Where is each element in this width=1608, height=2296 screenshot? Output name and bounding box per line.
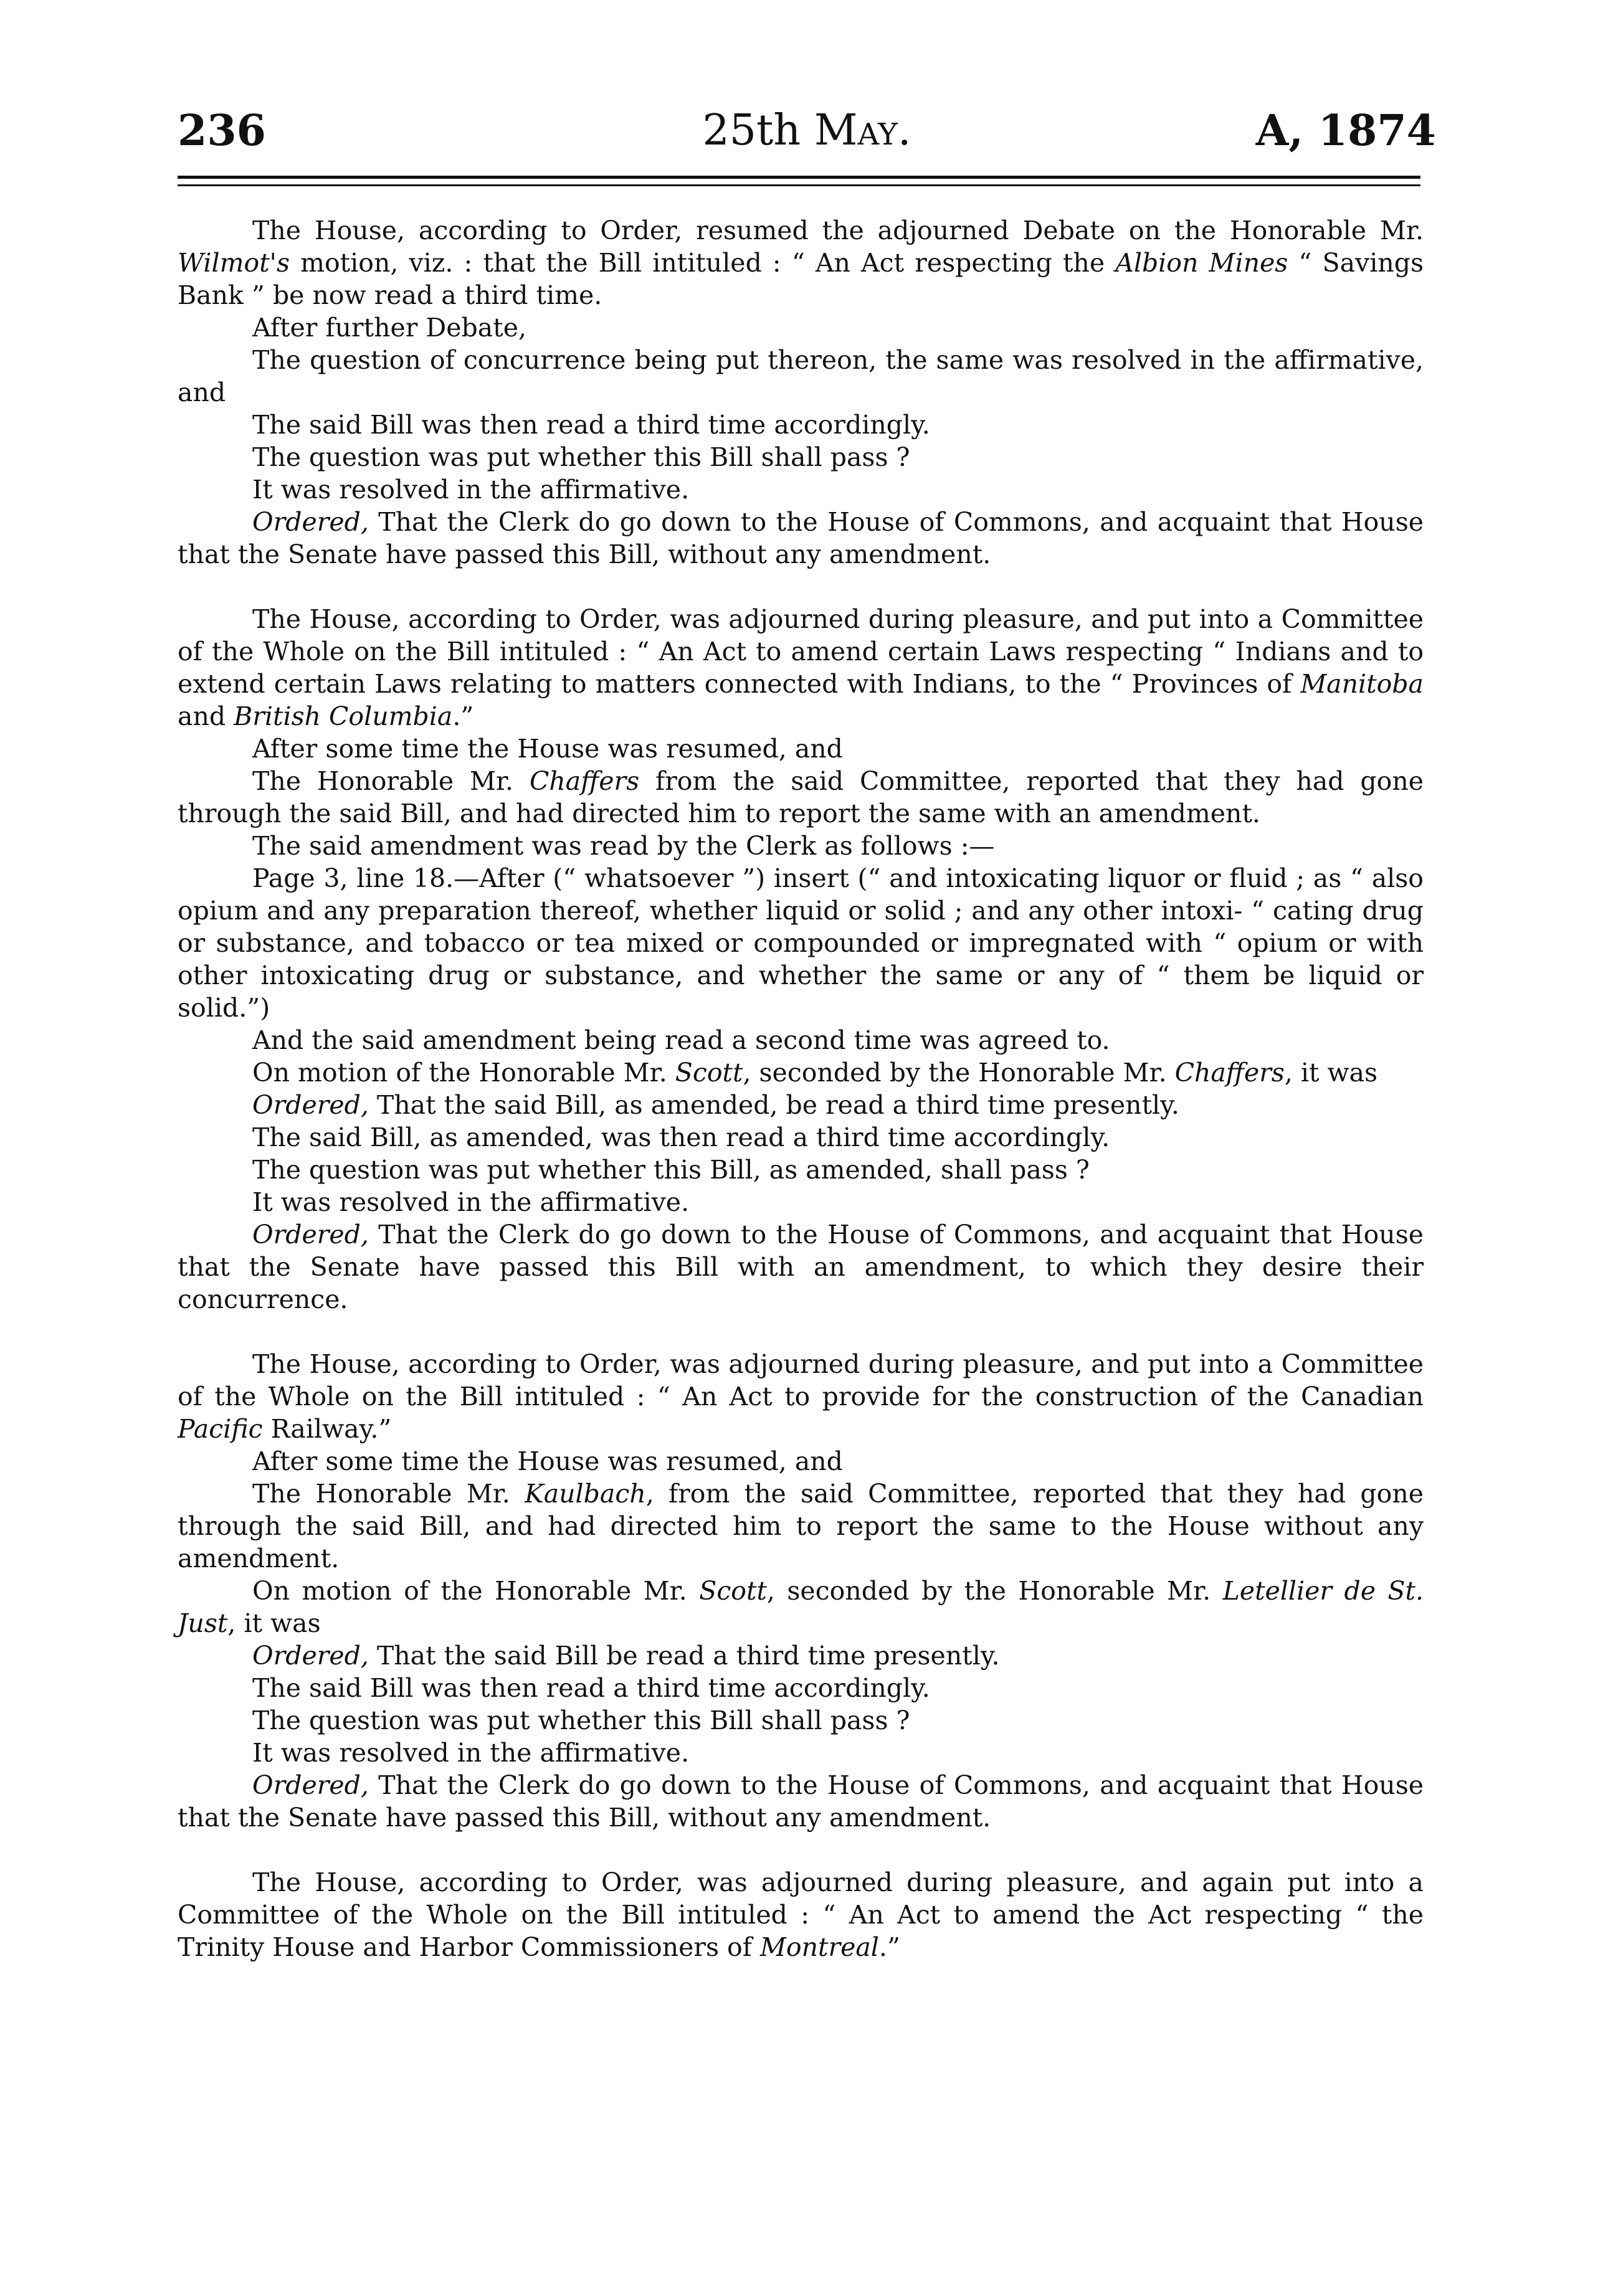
text-run: After some time the House was resumed, and (252, 1446, 843, 1476)
proceeding-paragraph (178, 1056, 1424, 1089)
italic-text: Scott (675, 1058, 743, 1088)
text-run: The said Bill was then read a third time accordingly. (252, 410, 930, 440)
text-run: The House, according to Order, was adjourned during pleasure, and put into a Committee of the Whole on the Bill intituled : “ An Act to amend certain Laws respecting “ Indians and to extend certain Laws relating to matters connected with Indians, to the “ Provinces of (178, 604, 1424, 699)
proceeding-paragraph (178, 733, 1424, 765)
text-run: The House, according to Order, was adjourned during pleasure, and put into a Committee of the Whole on the Bill intituled : “ An Act to provide for the construction of the Canadian (178, 1349, 1424, 1411)
header-rule-thick (178, 176, 1420, 179)
proceeding-paragraph (178, 1478, 1424, 1575)
text-run: , it was (227, 1608, 321, 1638)
text-run: .” (452, 701, 474, 731)
proceeding-paragraph (178, 603, 1424, 733)
proceeding-section (178, 1348, 1424, 1834)
text-run: It was resolved in the affirmative. (252, 475, 690, 505)
italic-text: Kaulbach (525, 1479, 646, 1509)
text-run: The question of concurrence being put thereon, the same was resolved in the affirmative, and (178, 345, 1424, 407)
proceeding-paragraph (178, 765, 1424, 830)
text-run: Page 3, line 18.—After (“ whatsoever ”) insert (“ and intoxicating liquor or fluid ; as “ also opium and any preparation thereof, whether liquid or solid ; and any other intoxi- “ cating drug or substance, and tobacco or tea mixed or compounded or impregnated with “ opium or with other intoxicating drug or substance, and whether the same or any of “ them be liquid or solid.”) (178, 863, 1424, 1023)
text-run: , seconded by the Honorable Mr. (743, 1058, 1175, 1088)
italic-text: Manitoba (1300, 669, 1424, 699)
italic-text: Wilmot's (178, 248, 290, 278)
text-run: It was resolved in the affirmative. (252, 1187, 690, 1217)
italic-text: Ordered, (252, 1770, 369, 1800)
text-run: That the Clerk do go down to the House of Commons, and acquaint that House that the Senate have passed this Bill, without any amendment. (178, 507, 1424, 569)
header-rule-thin (178, 184, 1420, 186)
text-run: After further Debate, (252, 313, 526, 343)
proceeding-paragraph (178, 409, 1424, 441)
proceeding-paragraph (178, 344, 1424, 409)
italic-text: British Columbia (234, 701, 453, 731)
proceeding-paragraph (178, 1672, 1424, 1704)
page-number: 236 (178, 106, 266, 156)
italic-text: Chaffers (1174, 1058, 1285, 1088)
journal-content (178, 198, 1424, 1963)
italic-text: Ordered, (252, 1641, 369, 1671)
text-run: from the said Committee, reported that they had gone through the said Bill, and had directed him to report the same with an amendment. (178, 766, 1424, 828)
text-run: The said amendment was read by the Clerk as follows :— (252, 831, 995, 861)
italic-text: Albion Mines (1115, 248, 1288, 278)
text-run: “ Savings Bank ” be now read a third time. (178, 248, 1424, 310)
text-run: On motion of the Honorable Mr. (252, 1058, 675, 1088)
text-run: And the said amendment being read a second time was agreed to. (252, 1025, 1110, 1055)
proceeding-paragraph (178, 1737, 1424, 1769)
text-run: Railway.” (262, 1414, 392, 1444)
proceeding-paragraph (178, 1704, 1424, 1737)
text-run: That the said Bill be read a third time presently. (368, 1641, 1000, 1671)
text-run: and (178, 701, 234, 731)
proceeding-paragraph (178, 1089, 1424, 1121)
proceeding-paragraph (178, 214, 1424, 311)
proceeding-paragraph (178, 473, 1424, 506)
page-date (178, 106, 1436, 155)
text-run: The House, according to Order, resumed the adjourned Debate on the Honorable Mr. (252, 216, 1424, 245)
italic-text: Chaffers (529, 766, 640, 796)
proceeding-paragraph (178, 1154, 1424, 1186)
italic-text: Montreal (759, 1932, 879, 1962)
proceeding-paragraph (178, 506, 1424, 571)
italic-text: Ordered, (252, 1090, 369, 1120)
text-run: The Honorable Mr. (252, 766, 530, 796)
page-header (178, 106, 1436, 174)
text-run: After some time the House was resumed, and (252, 734, 843, 764)
text-run: The Honorable Mr. (252, 1479, 525, 1509)
italic-text: Pacific (178, 1414, 263, 1444)
proceeding-section (178, 1866, 1424, 1963)
text-run: .” (878, 1932, 900, 1962)
italic-text: Ordered, (252, 507, 369, 537)
text-run: , from the said Committee, reported that they had gone through the said Bill, and had directed him to report the same to the House without any amendment. (178, 1479, 1424, 1573)
text-run: That the said Bill, as amended, be read a third time presently. (368, 1090, 1179, 1120)
proceeding-paragraph (178, 1866, 1424, 1963)
proceeding-paragraph (178, 441, 1424, 473)
text-run: The question was put whether this Bill shall pass ? (252, 1705, 910, 1735)
proceeding-paragraph (178, 1186, 1424, 1218)
proceeding-paragraph (178, 1348, 1424, 1445)
text-run: motion, viz. : that the Bill intituled : “ An Act respecting the (290, 248, 1116, 278)
text-run: The question was put whether this Bill shall pass ? (252, 442, 910, 472)
text-run: It was resolved in the affirmative. (252, 1738, 690, 1768)
text-run: That the Clerk do go down to the House of Commons, and acquaint that House that the Senate have passed this Bill with an amendment, to which they desire their concurrence. (178, 1220, 1424, 1314)
proceeding-paragraph (178, 1769, 1424, 1834)
text-run: The said Bill, as amended, was then read a third time accordingly. (252, 1122, 1110, 1152)
date-month: May. (814, 106, 911, 155)
proceeding-section (178, 603, 1424, 1316)
proceeding-section (178, 214, 1424, 571)
text-run: , seconded by the Honorable Mr. (766, 1576, 1223, 1606)
proceeding-paragraph (178, 1445, 1424, 1478)
proceeding-paragraph (178, 1639, 1424, 1672)
proceeding-paragraph (178, 1121, 1424, 1154)
proceeding-paragraph (178, 1218, 1424, 1316)
proceeding-paragraph (178, 1024, 1424, 1056)
proceeding-paragraph (178, 830, 1424, 862)
text-run: , it was (1284, 1058, 1378, 1088)
text-run: On motion of the Honorable Mr. (252, 1576, 700, 1606)
proceeding-paragraph (178, 311, 1424, 344)
text-run: That the Clerk do go down to the House of Commons, and acquaint that House that the Senate have passed this Bill, without any amendment. (178, 1770, 1424, 1833)
page-year: A, 1874 (1255, 106, 1436, 156)
text-run: The said Bill was then read a third time accordingly. (252, 1673, 930, 1703)
italic-text: Scott (699, 1576, 767, 1606)
date-day: 25th (702, 106, 801, 155)
italic-text: Letellier de St. Just (178, 1576, 1424, 1638)
italic-text: Ordered, (252, 1220, 369, 1250)
proceeding-paragraph (178, 1575, 1424, 1639)
proceeding-paragraph (178, 862, 1424, 1024)
text-run: The House, according to Order, was adjourned during pleasure, and again put into a Committee of the Whole on the Bill intituled : “ An Act to amend the Act respecting “ the Trinity House and Harbor Commissioners of (178, 1867, 1424, 1962)
text-run: The question was put whether this Bill, as amended, shall pass ? (252, 1155, 1090, 1185)
